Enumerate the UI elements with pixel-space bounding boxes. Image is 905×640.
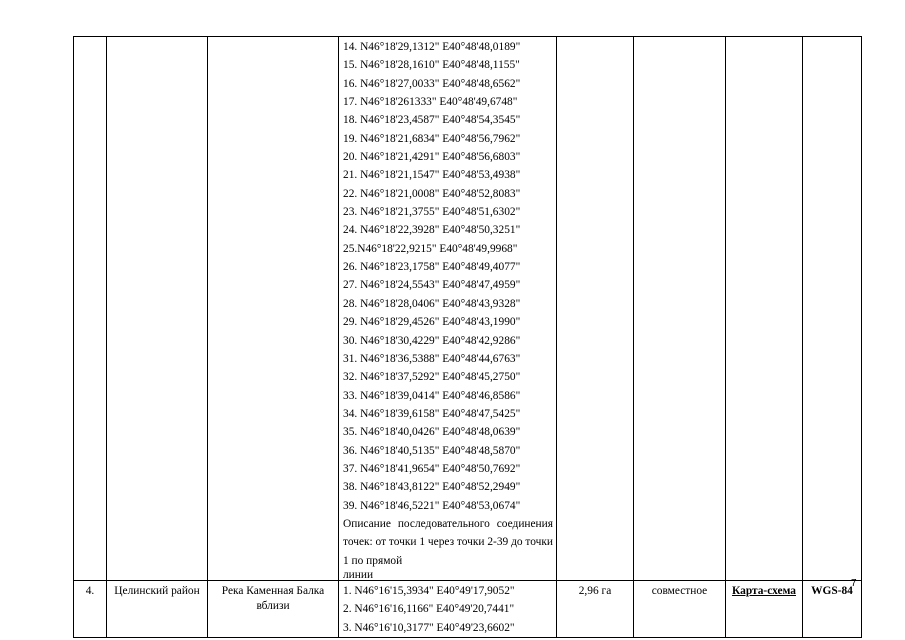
- coordinate-point: 17. N46°18'261333" E40°48'49,6748": [343, 96, 518, 109]
- cell-map: [726, 37, 803, 581]
- area-value: 2,96 га: [557, 580, 634, 637]
- cell-area: [557, 37, 634, 581]
- coordinate-point: 21. N46°18'21,1547" E40°48'53,4938": [343, 169, 521, 182]
- coordinate-point: 3. N46°16'10,3177" E40°49'23,6602": [343, 621, 515, 634]
- coordinate-point: 31. N46°18'36,5388" E40°48'44,6763": [343, 352, 521, 365]
- coordinate-point: 29. N46°18'29,4526" E40°48'43,1990": [343, 316, 521, 329]
- coordinate-point: 14. N46°18'29,1312" E40°48'48,0189": [343, 41, 521, 53]
- usage-type: совместное: [634, 580, 726, 637]
- coordinate-point: 34. N46°18'39,6158" E40°48'47,5425": [343, 407, 521, 420]
- coordinate-point: 15. N46°18'28,1610" E40°48'48,1155": [343, 59, 520, 72]
- coordinate-point: 2. N46°16'16,1166" E40°49'20,7441": [343, 603, 515, 616]
- coordinate-system-text: WGS-84: [811, 584, 853, 597]
- coordinate-point: 20. N46°18'21,4291" E40°48'56,6803": [343, 151, 521, 164]
- cell-system: [803, 37, 862, 581]
- water-objects-table: [73, 36, 862, 638]
- coordinate-point: 32. N46°18'37,5292" E40°48'45,2750": [343, 371, 521, 384]
- coordinate-point: 24. N46°18'22,3928" E40°48'50,3251": [343, 224, 521, 237]
- cell-coordinates: [339, 37, 557, 581]
- coordinate-point: 19. N46°18'21,6834" E40°48'56,7962": [343, 132, 521, 145]
- cell-usage: [634, 37, 726, 581]
- coordinate-point: 38. N46°18'43,8122" E40°48'52,2949": [343, 481, 521, 494]
- map-scheme-link-text[interactable]: Карта-схема: [732, 584, 796, 597]
- coordinate-point: 27. N46°18'24,5543" E40°48'47,4959": [343, 279, 521, 292]
- coordinate-point: 30. N46°18'30,4229" E40°48'42,9286": [343, 334, 521, 347]
- coordinate-point: 1. N46°16'15,3934" E40°49'17,9052": [343, 584, 515, 597]
- district-name: Целинский район: [107, 580, 208, 637]
- coordinate-point: 16. N46°18'27,0033" E40°48'48,6562": [343, 77, 521, 90]
- coordinate-point: 22. N46°18'21,0008" E40°48'52,8083": [343, 187, 521, 200]
- coordinate-list-4: [343, 582, 553, 637]
- cell-object: [208, 37, 339, 581]
- coordinate-point: 18. N46°18'23,4587" E40°48'54,3545": [343, 114, 521, 127]
- cell-district: [107, 37, 208, 581]
- row-number: 4.: [74, 580, 107, 637]
- coordinate-point: 26. N46°18'23,1758" E40°48'49,4077": [343, 261, 521, 274]
- map-scheme-link[interactable]: [726, 580, 803, 637]
- cell-coordinates-4: [339, 580, 557, 637]
- cell-number: [74, 37, 107, 581]
- connection-description-tail: линии: [343, 569, 374, 580]
- coordinate-point: 36. N46°18'40,5135" E40°48'48,5870": [343, 444, 521, 457]
- coordinate-point: 39. N46°18'46,5221" E40°48'53,0674": [343, 499, 521, 512]
- coordinate-point: 35. N46°18'40,0426" E40°48'48,0639": [343, 426, 521, 439]
- page-number: 7: [851, 578, 857, 589]
- coordinate-point: 28. N46°18'28,0406" E40°48'43,9328": [343, 297, 521, 310]
- object-name: Река Каменная Балка вблизи: [208, 580, 339, 637]
- coordinate-list: [343, 38, 553, 515]
- coordinate-point: 37. N46°18'41,9654" E40°48'50,7692": [343, 462, 521, 475]
- coordinate-point: 25.N46°18'22,9215" E40°48'49,9968": [343, 242, 518, 255]
- coordinate-point: 33. N46°18'39,0414" E40°48'46,8586": [343, 389, 521, 402]
- coordinate-system: [803, 580, 862, 637]
- table-row-4: [74, 580, 862, 637]
- table-row-continued: [74, 37, 862, 581]
- connection-description: Описание последовательного соединения точек: от точки 1 через точки 2-39 до точки 1 по прямой: [343, 517, 554, 567]
- coordinate-point: 23. N46°18'21,3755" E40°48'51,6302": [343, 206, 521, 219]
